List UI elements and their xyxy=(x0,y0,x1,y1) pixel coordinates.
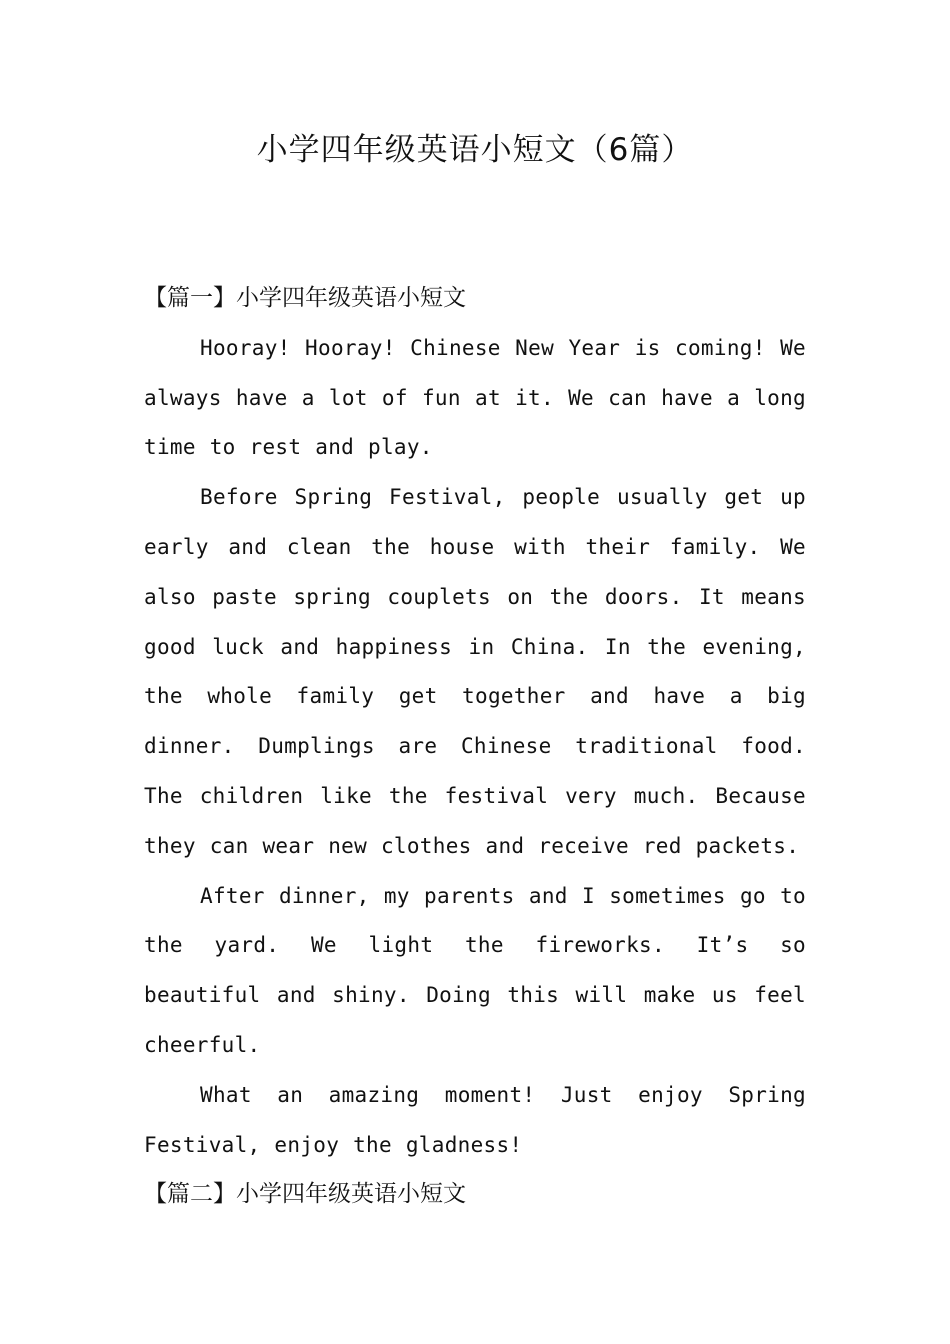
paragraph: Hooray! Hooray! Chinese New Year is coming! We always have a lot of fun at it. We can have a long time to rest and play. xyxy=(144,335,806,460)
section-2-heading: 【篇二】小学四年级英语小短文 xyxy=(144,1181,466,1208)
section-1 xyxy=(144,274,806,1170)
paragraph: What an amazing moment! Just enjoy Spring Festival, enjoy the gladness! xyxy=(144,1082,806,1157)
paragraph: After dinner, my parents and I sometimes go to the yard. We light the fireworks. It’s so beautiful and shiny. Doing this will make us feel cheerful. xyxy=(144,883,806,1057)
section-2 xyxy=(144,1170,806,1220)
document-body xyxy=(144,274,806,1220)
section-1-heading: 【篇一】小学四年级英语小短文 xyxy=(144,285,466,311)
paragraph: Before Spring Festival, people usually get up early and clean the house with their family. We also paste spring couplets on the doors. It means good luck and happiness in China. In the evening, the whole family get together and have a big dinner. Dumplings are Chinese traditional food. The children like the festival very much. Because they can wear new clothes and receive red packets. xyxy=(144,485,806,858)
document-title: 小学四年级英语小短文（6篇） xyxy=(256,132,694,168)
